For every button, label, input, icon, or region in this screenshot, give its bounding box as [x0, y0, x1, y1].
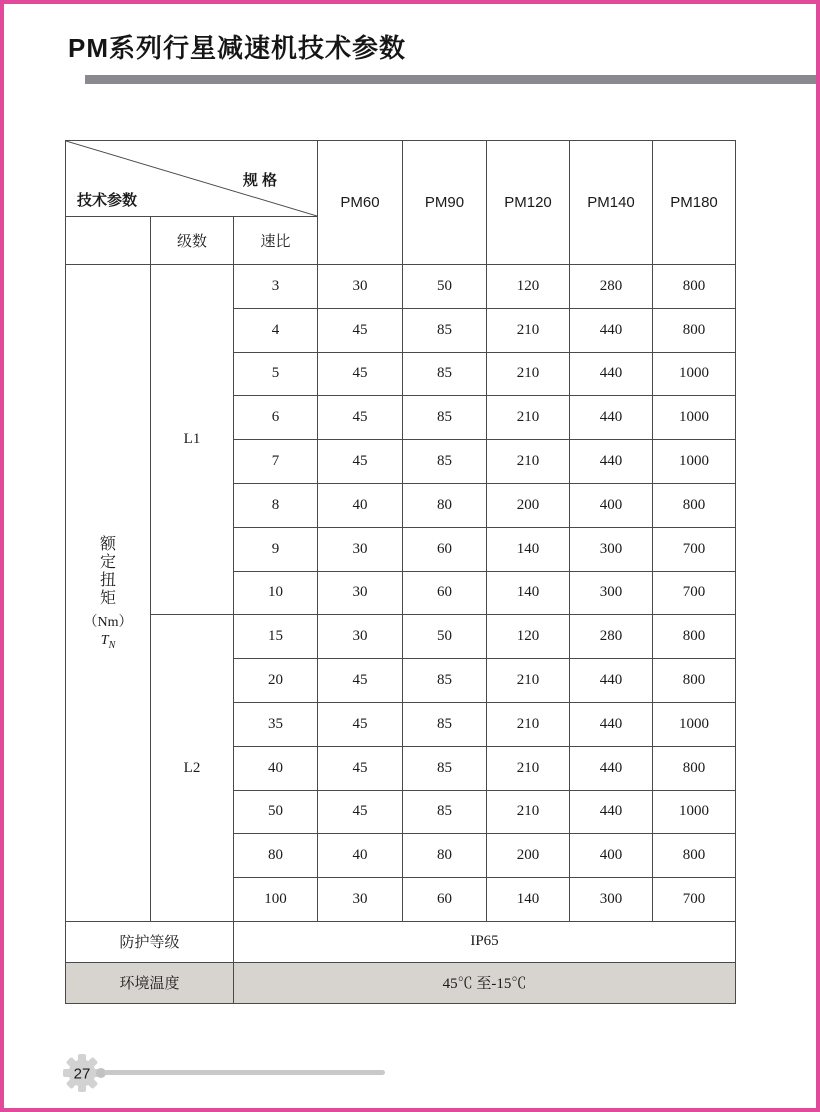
ratio-cell: 40 — [234, 746, 318, 790]
column-header-pm60: PM60 — [318, 141, 403, 265]
torque-value-cell: 440 — [570, 352, 653, 396]
torque-value-cell: 60 — [403, 878, 487, 922]
torque-value-cell: 300 — [570, 527, 653, 571]
torque-value-cell: 80 — [403, 483, 487, 527]
torque-value-cell: 1000 — [653, 396, 736, 440]
torque-value-cell: 30 — [318, 615, 403, 659]
spec-table — [65, 140, 736, 1004]
torque-value-cell: 400 — [570, 834, 653, 878]
ratio-cell: 7 — [234, 440, 318, 484]
protection-class-label: 防护等级 — [66, 921, 234, 962]
ratio-cell: 9 — [234, 527, 318, 571]
ratio-cell: 5 — [234, 352, 318, 396]
torque-value-cell: 1000 — [653, 352, 736, 396]
torque-value-cell: 80 — [403, 834, 487, 878]
torque-value-cell: 60 — [403, 571, 487, 615]
torque-value-cell: 210 — [487, 396, 570, 440]
torque-value-cell: 45 — [318, 659, 403, 703]
torque-value-cell: 30 — [318, 571, 403, 615]
stage-group-label-L2: L2 — [151, 615, 234, 922]
torque-value-cell: 120 — [487, 265, 570, 309]
torque-value-cell: 800 — [653, 834, 736, 878]
ratio-cell: 8 — [234, 483, 318, 527]
ratio-cell: 100 — [234, 878, 318, 922]
ratio-cell: 4 — [234, 308, 318, 352]
torque-value-cell: 700 — [653, 571, 736, 615]
torque-value-cell: 200 — [487, 834, 570, 878]
torque-value-cell: 120 — [487, 615, 570, 659]
torque-value-cell: 440 — [570, 308, 653, 352]
torque-value-cell: 210 — [487, 440, 570, 484]
page-title: PM系列行星减速机技术参数 — [68, 33, 407, 63]
torque-value-cell: 440 — [570, 702, 653, 746]
torque-value-cell: 85 — [403, 396, 487, 440]
torque-value-cell: 50 — [403, 265, 487, 309]
torque-value-cell: 300 — [570, 878, 653, 922]
torque-value-cell: 800 — [653, 659, 736, 703]
torque-value-cell: 210 — [487, 702, 570, 746]
column-header-pm140: PM140 — [570, 141, 653, 265]
stage-group-label-L1: L1 — [151, 265, 234, 615]
ratio-cell: 50 — [234, 790, 318, 834]
torque-value-cell: 140 — [487, 878, 570, 922]
torque-value-cell: 400 — [570, 483, 653, 527]
protection-class-row — [66, 921, 736, 962]
torque-value-cell: 700 — [653, 527, 736, 571]
header-row-1 — [66, 141, 736, 217]
torque-value-cell: 40 — [318, 834, 403, 878]
torque-value-cell: 140 — [487, 527, 570, 571]
torque-value-cell: 45 — [318, 702, 403, 746]
torque-value-cell: 45 — [318, 396, 403, 440]
torque-value-cell: 30 — [318, 527, 403, 571]
torque-value-cell: 210 — [487, 790, 570, 834]
torque-value-cell: 800 — [653, 308, 736, 352]
torque-value-cell: 45 — [318, 352, 403, 396]
torque-value-cell: 440 — [570, 746, 653, 790]
torque-value-cell: 30 — [318, 265, 403, 309]
page-number: 27 — [73, 1065, 91, 1083]
empty-header-cell — [66, 217, 151, 265]
ambient-temperature-value: 45℃ 至-15℃ — [234, 962, 736, 1003]
torque-value-cell: 300 — [570, 571, 653, 615]
table-row — [66, 615, 736, 659]
torque-value-cell: 1000 — [653, 790, 736, 834]
ratio-cell: 80 — [234, 834, 318, 878]
torque-value-cell: 85 — [403, 790, 487, 834]
table-data-body — [66, 265, 736, 922]
ambient-temperature-label: 环境温度 — [66, 962, 234, 1003]
torque-value-cell: 1000 — [653, 702, 736, 746]
torque-value-cell: 85 — [403, 659, 487, 703]
diagonal-header-cell — [66, 141, 318, 217]
ratio-cell: 6 — [234, 396, 318, 440]
torque-value-cell: 45 — [318, 308, 403, 352]
torque-value-cell: 140 — [487, 571, 570, 615]
ratio-cell: 10 — [234, 571, 318, 615]
spec-corner-label: 规 格 — [242, 172, 278, 189]
torque-value-cell: 440 — [570, 396, 653, 440]
ratio-cell: 20 — [234, 659, 318, 703]
torque-value-cell: 85 — [403, 702, 487, 746]
ratio-cell: 3 — [234, 265, 318, 309]
table-row — [66, 265, 736, 309]
torque-symbol-label: $T_N$ — [100, 632, 116, 651]
torque-value-cell: 40 — [318, 483, 403, 527]
ratio-cell: 35 — [234, 702, 318, 746]
tech-params-corner-label: 技术参数 — [77, 192, 138, 209]
torque-value-cell: 85 — [403, 746, 487, 790]
torque-value-cell: 60 — [403, 527, 487, 571]
ambient-temperature-row — [66, 962, 736, 1003]
column-header-pm90: PM90 — [403, 141, 487, 265]
torque-unit-label: （Nm） — [83, 614, 133, 630]
torque-value-cell: 800 — [653, 615, 736, 659]
torque-value-cell: 85 — [403, 440, 487, 484]
stages-header: 级数 — [151, 217, 234, 265]
column-header-pm180: PM180 — [653, 141, 736, 265]
torque-value-cell: 440 — [570, 440, 653, 484]
torque-value-cell: 45 — [318, 746, 403, 790]
torque-value-cell: 800 — [653, 746, 736, 790]
torque-value-cell: 700 — [653, 878, 736, 922]
torque-value-cell: 45 — [318, 790, 403, 834]
torque-value-cell: 440 — [570, 659, 653, 703]
torque-value-cell: 210 — [487, 352, 570, 396]
torque-value-cell: 800 — [653, 483, 736, 527]
torque-value-cell: 200 — [487, 483, 570, 527]
torque-value-cell: 30 — [318, 878, 403, 922]
ratio-cell: 15 — [234, 615, 318, 659]
torque-value-cell: 210 — [487, 746, 570, 790]
column-header-pm120: PM120 — [487, 141, 570, 265]
torque-value-cell: 800 — [653, 265, 736, 309]
torque-value-cell: 85 — [403, 308, 487, 352]
torque-value-cell: 45 — [318, 440, 403, 484]
ratio-header: 速比 — [234, 217, 318, 265]
rated-torque-vertical-text: 额 定 扭 矩 — [99, 535, 116, 607]
torque-value-cell: 280 — [570, 265, 653, 309]
footer-rule-line — [104, 1070, 385, 1075]
torque-value-cell: 210 — [487, 308, 570, 352]
torque-value-cell: 85 — [403, 352, 487, 396]
rated-torque-label-cell — [66, 265, 151, 922]
protection-class-value: IP65 — [234, 921, 736, 962]
torque-value-cell: 1000 — [653, 440, 736, 484]
title-underline-bar — [85, 75, 816, 84]
torque-value-cell: 210 — [487, 659, 570, 703]
torque-value-cell: 440 — [570, 790, 653, 834]
torque-value-cell: 50 — [403, 615, 487, 659]
torque-value-cell: 280 — [570, 615, 653, 659]
